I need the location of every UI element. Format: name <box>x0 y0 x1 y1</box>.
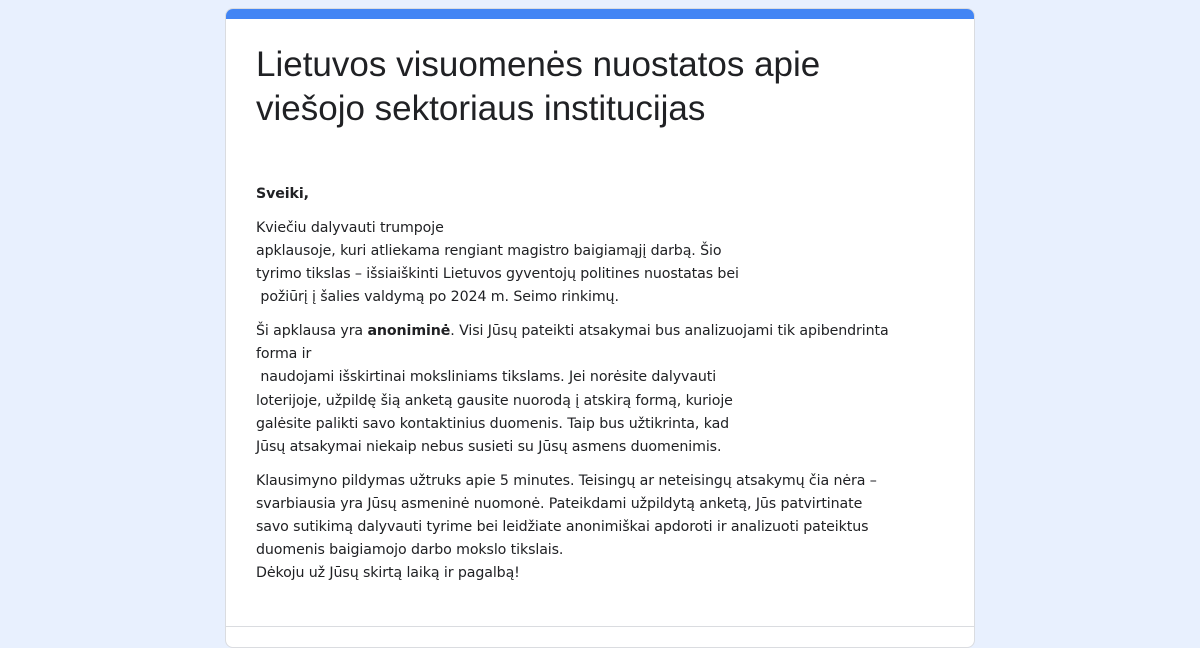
description-line: Dėkoju už Jūsų skirtą laiką ir pagalbą! <box>256 565 520 582</box>
description-line: Jūsų atsakymai niekaip nebus susieti su Jūsų asmens duomenimis. <box>256 438 722 455</box>
description-line: apklausoje, kuri atliekama rengiant magistro baigiamąjį darbą. Šio <box>256 242 722 259</box>
description-line: požiūrį į šalies valdymą po 2024 m. Seimo rinkimų. <box>256 289 619 306</box>
form-title: Lietuvos visuomenės nuostatos apie viešojo sektoriaus institucijas <box>256 45 821 128</box>
description-line: loterijoje, užpildę šią anketą gausite nuorodą į atskirą formą, kurioje <box>256 392 733 409</box>
description-line: duomenis baigiamojo darbo mokslo tikslais. <box>256 542 564 559</box>
description-line: savo sutikimą dalyvauti tyrime bei leidžiate anonimiškai apdoroti ir analizuoti pateiktus <box>256 518 869 535</box>
anonymous-emphasis: anoniminė <box>367 322 451 339</box>
description-line <box>256 320 946 343</box>
greeting: Sveiki, <box>256 186 309 202</box>
description-line: tyrimo tikslas – išsiaiškinti Lietuvos gyventojų politines nuostatas bei <box>256 266 739 283</box>
description-text: Ši apklausa yra <box>256 322 368 339</box>
description-line: naudojami išskirtinai moksliniams tikslams. Jei norėsite dalyvauti <box>256 369 717 386</box>
description-line: Kviečiu dalyvauti trumpoje <box>256 219 444 236</box>
description-text: . Visi Jūsų pateikti atsakymai bus analizuojami tik apibendrinta <box>450 322 889 339</box>
description-line: Klausimyno pildymas užtruks apie 5 minutes. Teisingų ar neteisingų atsakymų čia nėra – <box>256 472 877 489</box>
description-line: galėsite palikti savo kontaktinius duomenis. Taip bus užtikrinta, kad <box>256 415 730 432</box>
description-line: svarbiausia yra Jūsų asmeninė nuomonė. Pateikdami užpildytą anketą, Jūs patvirtinate <box>256 495 863 512</box>
description-line: forma ir <box>256 346 312 363</box>
header-divider <box>226 626 974 627</box>
form-card <box>225 8 975 648</box>
form-header-accent-bar <box>226 9 974 19</box>
form-description <box>256 183 946 586</box>
